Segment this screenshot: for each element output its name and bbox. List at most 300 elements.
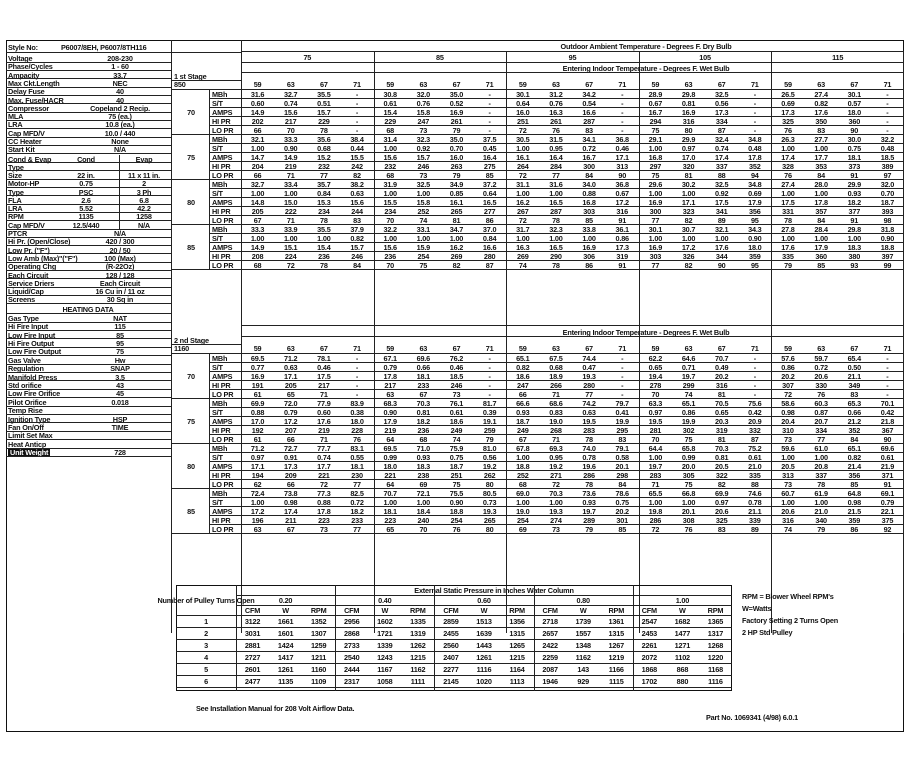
wb-temp: 67 [320,80,328,89]
stage1-value: 31.1 [516,180,530,189]
stage1-value: 17.5 [714,198,729,207]
stage2-value: 265 [483,516,496,525]
stage1-value: 0.60 [250,99,265,108]
stage1-value: 16.7 [648,108,663,117]
stage2-value: 59.6 [781,444,795,453]
stage2-value: 0.78 [582,453,596,462]
stage1-value: 14.9 [250,243,265,252]
db-temp: 80 [187,462,195,471]
stage1-value: 1.00 [516,144,530,153]
stage2-value: 70.7 [714,354,729,363]
stage2-value: 21.8 [880,417,895,426]
stage1-value: 14.7 [250,153,265,162]
stage1-value: 303 [649,252,662,261]
stage1-value: 18.2 [847,198,861,207]
outdoor-temp: 75 [303,53,312,62]
row-label: LO PR [212,126,234,135]
db-temp: 85 [187,507,195,516]
stage1-value: 31.5 [549,135,563,144]
stage1-value: 236 [384,252,396,261]
stage2-value: 305 [682,471,695,480]
stage1-value: 16.5 [549,243,563,252]
stage1-value: 17.4 [781,153,795,162]
stage2-value: - [621,354,624,363]
stage1-value: - [886,117,889,126]
stage2-value: 61.9 [814,489,828,498]
blower-value: 929 [577,677,589,686]
stage2-value: 0.68 [549,363,563,372]
model-value: P6007/8EH, P6007/8TH116 [61,43,147,52]
stage2-value: 71 [552,435,560,444]
row-label: HI PR [212,252,231,261]
stage2-value: 252 [516,471,529,480]
blower-value: 2317 [344,677,360,686]
stage2-value: 70.5 [714,399,729,408]
spec-value: 10.0 / 440 [104,128,136,138]
row-label: S/T [212,498,223,507]
stage2-value: 18.7 [516,417,530,426]
stage2-value: 322 [715,471,728,480]
stage2-value: 20.1 [615,462,629,471]
stage1-value: 380 [848,252,861,261]
blower-value: 1262 [410,641,426,650]
stage2-value: 0.72 [814,363,828,372]
stage2-value: 308 [682,516,695,525]
stage2-value: 61.0 [814,444,828,453]
stage2-value: 21.0 [748,462,762,471]
heating-label: Fan On/Off [8,422,44,432]
esp-value: 0.40 [378,596,392,605]
stage2-value: 69.9 [714,489,729,498]
blower-value: 1261 [277,665,294,674]
blower-value: 880 [676,677,689,686]
heating-label: Temp Rise [8,406,43,416]
stage2-value: 72.0 [284,399,298,408]
stage1-value: 81 [684,171,693,180]
stage1-value: 78 [320,216,328,225]
stage2-value: 19.3 [549,507,563,516]
stage1-value: 78 [552,216,560,225]
spec-label: Type [8,162,24,172]
spec-label: Operating Chg [8,262,57,272]
stage1-value: 17.1 [681,198,696,207]
stage2-value: 61 [253,435,262,444]
spec-value: 22 in. [77,170,95,180]
stage1-value: 30.1 [847,90,861,99]
stage2-value: 20.6 [781,507,795,516]
stage2-value: 18.1 [416,372,431,381]
stage1-value: 91 [618,216,627,225]
stage2-value: 1.00 [814,453,828,462]
stage2-value: 73 [552,525,560,534]
wb-temp: 71 [353,344,361,353]
stage1-value: 316 [616,207,629,216]
esp-value: 0.80 [576,596,590,605]
stage2-value: 191 [251,381,264,390]
stage2-value: 20.5 [781,462,795,471]
spec-label: Liquid/Cap [8,287,44,297]
stage1-value: 17.3 [615,243,629,252]
stage2-value: 236 [417,426,430,435]
stage2-value: 0.46 [449,363,464,372]
stage2-value: 75 [452,480,461,489]
stage1-value: 16.1 [449,198,464,207]
stage1-value: 84 [817,216,825,225]
spec-value: 42.2 [137,204,151,214]
stage1-value: 18.1 [847,153,861,162]
rule [241,336,904,337]
rule [241,51,242,633]
blower-value: 1682 [674,617,691,626]
stage1-value: 16.9 [449,108,464,117]
wb-temp: 71 [883,344,892,353]
stage1-value: 15.1 [284,243,298,252]
blower-value: 2859 [443,617,459,626]
footer-note: See Installation Manual for 208 Volt Airflow Data. [196,704,355,713]
stage2-value: 69.9 [250,399,265,408]
spec-value: 1258 [136,212,152,222]
stage2-value: 73.8 [284,489,298,498]
blower-value: 1102 [674,653,690,662]
stage1-value: 70 [286,126,295,135]
stage2-value: 1.00 [516,453,530,462]
stage1-value: 0.90 [748,234,762,243]
stage2-value: 69.0 [516,489,530,498]
stage1-value: 217 [284,117,297,126]
blower-value: 1946 [542,677,558,686]
stage1-value: 208 [251,252,264,261]
stage2-value: 17.1 [250,462,265,471]
stage1-value: 16.6 [582,108,596,117]
wb-temp: 59 [518,344,527,353]
stage1-value: 1.00 [516,189,530,198]
rule [241,62,904,63]
row-label: AMPS [212,417,233,426]
stage2-value: 205 [284,381,297,390]
stage1-value: 66 [253,126,262,135]
stage1-value: 78 [784,216,792,225]
stage1-value: 85 [485,171,494,180]
stage2-value: 21.2 [847,417,861,426]
spec-label: Cond & Evap [8,154,52,164]
stage1-value: 27.4 [781,180,795,189]
blower-value: 2455 [443,629,459,638]
stage1-value: 94 [750,171,759,180]
stage1-value: 269 [516,252,529,261]
stage1-value: 0.48 [880,144,895,153]
stage2-value: 196 [251,516,264,525]
stage2-value: 67 [286,525,295,534]
stage2-value: 74.6 [748,489,762,498]
rule [176,687,732,688]
stage2-value: 1.00 [549,498,563,507]
stage2-value: 375 [881,516,894,525]
rule [241,51,904,52]
wb-temp: 67 [452,344,461,353]
heating-value: 115 [114,322,126,332]
blower-value: 1116 [476,665,492,674]
stage2-value: 1.00 [516,498,530,507]
stage1-value: 78 [320,126,328,135]
stage2-value: 19.0 [549,417,563,426]
stage1-value: 0.86 [615,234,629,243]
stage1-value: 357 [815,207,827,216]
heating-label: Limit Set Max [8,431,53,441]
stage2-value: 0.82 [847,453,861,462]
stage1-value: 38.2 [350,180,364,189]
spec-value: 2.6 [81,195,91,205]
stage2-value: 19.7 [648,462,663,471]
row-label: LO PR [212,480,234,489]
heating-label: Hi Fire Output [8,338,54,348]
stage2-value: 70.3 [416,399,431,408]
stage2-value: 20.2 [615,507,629,516]
stage2-value: - [488,390,491,399]
stage1-value: 17.6 [714,243,729,252]
wb-temp: 63 [419,80,428,89]
stage1-value: 34.1 [582,135,596,144]
stage1-value: 81 [452,216,461,225]
rule [6,456,171,457]
blower-col: W [579,606,587,615]
row-label: MBh [212,399,228,408]
stage1-value: 393 [881,207,894,216]
outdoor-temp: 105 [699,53,711,62]
stage1-value: 0.82 [350,234,364,243]
stage1-value: 15.4 [383,108,397,117]
stage1-value: 18.0 [748,243,762,252]
stage1-value: 87 [485,261,494,270]
spec-value: 1135 [78,212,94,222]
stage2-value: 20.9 [748,417,762,426]
rule [171,269,904,270]
stage1-value: 331 [782,207,794,216]
spec-value: NEC [112,78,128,88]
stage1-value: 34.8 [748,135,762,144]
stage1-value: 323 [682,207,695,216]
stage2-value: 81.7 [482,399,497,408]
stage1-value: 76 [784,171,792,180]
stage1-value: 89 [717,216,726,225]
stage2-value: 19.4 [648,372,663,381]
stage2-value: 70 [651,435,660,444]
blower-value: 1513 [476,617,492,626]
heating-value: 45 [116,389,124,399]
row-label: AMPS [212,372,233,381]
stage2-value: 63.3 [648,399,663,408]
stage1-value: 16.6 [482,243,497,252]
rule [176,639,732,640]
spec-label: Cond [77,154,95,164]
stage2-value: 0.93 [582,498,596,507]
stage2-value: 80 [485,480,494,489]
turns-value: 3 [204,641,208,650]
stage1-value: 84 [585,171,593,180]
stage2-value: - [886,381,889,390]
stage2-value: 0.42 [748,408,762,417]
stage1-value: 234 [318,207,330,216]
spec-value: 3 Ph [136,187,152,197]
stage1-value: 341 [715,207,728,216]
stage1-value: 32.3 [416,135,431,144]
heating-label: Manifold Press [8,372,58,382]
stage1-value: 14.9 [284,153,298,162]
stage1-value: 0.57 [847,99,861,108]
stage2-value: 0.93 [416,453,431,462]
stage1-value: 303 [583,207,595,216]
blower-value: 1215 [410,653,426,662]
stage2-value: - [355,372,359,381]
turns-label: Number of Pulley Turns Open [157,596,255,605]
stage2-value: 71.2 [250,444,265,453]
turns-value: 5 [204,665,208,674]
blower-value: 1317 [707,629,724,638]
stage1-value: 0.51 [317,99,331,108]
stage1-value: 1.00 [781,189,795,198]
stage2-value: 69 [518,525,527,534]
stage2-value: 72.7 [284,444,298,453]
stage1-value: - [488,108,491,117]
stage1-value: 300 [649,207,662,216]
stage2-value: 71 [320,435,328,444]
stage1-value: 80 [684,126,693,135]
row-label: LO PR [212,171,234,180]
blower-col: RPM [707,606,724,615]
stage1-value: 85 [585,216,593,225]
stage1-value: 0.70 [880,189,895,198]
stage1-value: 15.8 [416,198,431,207]
stage1-value: 82 [452,261,461,270]
spec-value: 30 Sq in [106,295,134,305]
stage2-value: 209 [284,471,297,480]
stage1-value: 17.8 [814,198,828,207]
stage1-value: 91 [850,171,859,180]
stage2-value: 0.88 [317,498,331,507]
stage2-value: 76 [817,390,825,399]
row-label: S/T [212,453,223,462]
blower-value: 1115 [608,677,624,686]
stage2-value: 19.7 [582,507,596,516]
blower-value: 1443 [476,641,492,650]
stage2-value: 78.6 [615,489,629,498]
blower-value: 1702 [641,677,658,686]
spec-value: 208-230 [107,54,133,63]
stage2-value: 69.6 [880,444,895,453]
stage2-value: 21.1 [847,372,861,381]
stage1-value: 1.00 [516,234,530,243]
stage1-value: 79 [452,171,461,180]
stage2-value: 20.6 [714,507,729,516]
row-label: MBh [212,180,228,189]
stage1-value: 1.00 [814,144,828,153]
stage1-value: - [355,126,359,135]
stage2-value: 73 [784,435,792,444]
stage2-value: - [753,363,756,372]
spec-value: 420 / 300 [105,237,135,247]
heating-value: 0.018 [111,397,129,407]
stage1-value: 15.3 [317,198,331,207]
stage1-value: 1.00 [681,234,696,243]
stage2-value: 83 [618,435,627,444]
stage2-value: 72.4 [250,489,265,498]
blower-value: 1307 [310,629,327,638]
spec-label: Screens [8,295,35,305]
stage1-value: 18.7 [880,198,895,207]
stage1-value: 264 [516,162,529,171]
stage2-value: - [621,363,624,372]
stage1-value: 18.3 [847,243,861,252]
stage2-value: 251 [450,471,463,480]
stage1-value: 325 [782,117,794,126]
stage1-value: 76 [552,126,560,135]
stage2-value: 1.00 [250,498,265,507]
stage2-value: 68.6 [549,399,563,408]
stage1-value: 17.9 [814,243,828,252]
stage2-value: 0.74 [317,453,331,462]
stage1-value: 263 [450,162,463,171]
stage2-value: 18.7 [449,462,464,471]
stage1-value: 70 [386,216,395,225]
stage2-value: 1.00 [781,453,795,462]
spec-value: 11 x 11 in. [128,170,160,180]
spec-label: MLA [8,112,24,122]
stage1-value: 275 [483,162,496,171]
stage2-value: 77 [353,525,361,534]
heating-label: Gas Type [8,313,39,323]
stage2-value: 79 [817,525,825,534]
blower-value: 1265 [509,641,525,650]
stage2-value: 82.5 [350,489,364,498]
stage1-value: 1.00 [714,234,729,243]
stage1-value: - [488,99,491,108]
stage2-value: 17.8 [383,372,397,381]
row-label: AMPS [212,108,233,117]
stage2-value: 19.9 [681,417,696,426]
rule [171,533,904,534]
stage2-value: 84 [850,435,859,444]
blower-value: 3122 [244,617,261,626]
stage2-value: 70.3 [549,489,563,498]
stage2-value: - [886,354,889,363]
stage1-value: 77 [651,261,660,270]
stage1-value: 31.2 [549,90,563,99]
blower-value: 1315 [509,629,525,638]
stage1-value: 72 [518,216,527,225]
wb-temp: 63 [286,344,295,353]
stage1-value: 246 [351,252,363,261]
stage2-value: 18.3 [416,462,431,471]
stage1-value: 16.1 [516,153,530,162]
blower-value: 2733 [344,641,360,650]
stage2-value: 66.6 [516,399,530,408]
stage1-value: 16.2 [449,243,464,252]
stage2-value: 75.5 [449,489,464,498]
rule [171,80,241,81]
stage1-value: 1.00 [549,189,563,198]
stage1-value: 77 [552,171,560,180]
row-label: HI PR [212,471,231,480]
stage2-value: 72 [320,480,328,489]
stage2-value: - [753,354,756,363]
stage1-value: - [886,90,889,99]
stage2-value: 65.1 [847,444,861,453]
wb-temp: 59 [651,344,660,353]
stage2-value: 69.5 [383,444,397,453]
stage1-value: 31.7 [516,225,530,234]
stage1-value: 229 [318,117,330,126]
stage1-value: 33.3 [250,225,265,234]
entering-title: Entering Indoor Temperature - Degrees F. Wet Bulb [562,328,730,337]
